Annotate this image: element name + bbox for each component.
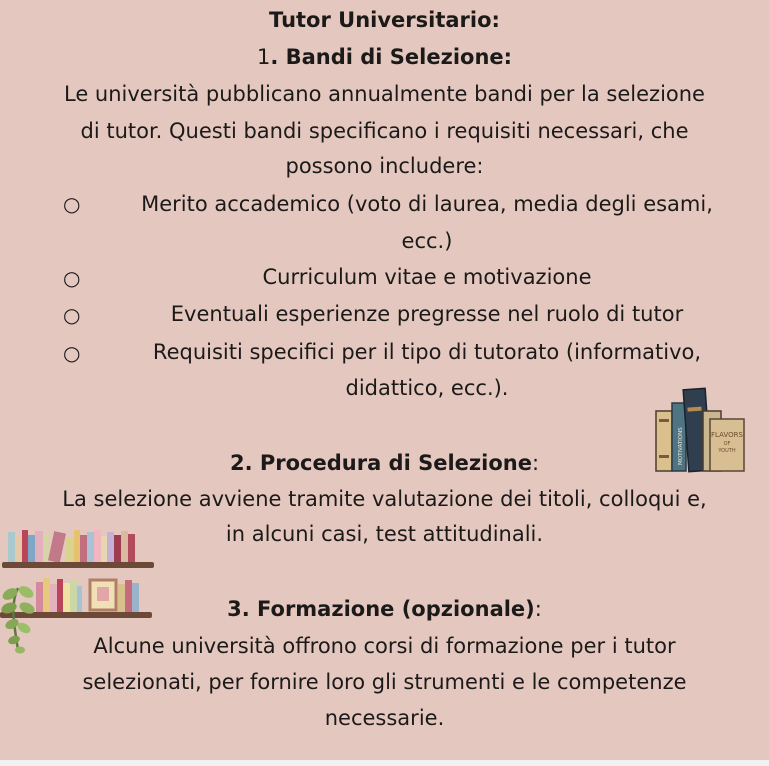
- book-stack-icon: [648, 385, 748, 477]
- list-item-line: Curriculum vitae e motivazione: [262, 265, 592, 289]
- bottom-edge: [0, 760, 769, 766]
- section-2-colon: :: [531, 451, 540, 475]
- bullet-icon: [63, 266, 80, 290]
- book-cover-word: YOUTH: [718, 448, 736, 454]
- bullet-icon: [63, 341, 80, 365]
- section-1-heading: [0, 44, 769, 70]
- bullet-icon: [63, 192, 80, 216]
- section-2-line: La selezione avviene tramite valutazione dei titoli, colloqui e,: [62, 487, 707, 511]
- section-3-line: necessarie.: [324, 706, 445, 730]
- document-title: Tutor Universitario:: [269, 8, 500, 32]
- list-item-line: didattico, ecc.).: [345, 376, 509, 400]
- bookshelf-icon: [2, 526, 154, 570]
- section-1-intro-line: possono includere:: [285, 154, 484, 178]
- section-1-heading-text: . Bandi di Selezione:: [270, 45, 513, 69]
- list-item-line: ecc.): [401, 229, 453, 253]
- section-1-number: 1: [256, 45, 271, 69]
- section-2-heading-text: 2. Procedura di Selezione: [229, 451, 532, 475]
- section-3-colon: :: [534, 597, 542, 621]
- section-1-intro-line: Le università pubblicano annualmente bandi per la selezione: [64, 82, 705, 106]
- section-1-intro-line: di tutor. Questi bandi specificano i requisiti necessari, che: [80, 119, 689, 143]
- bullet-icon: [63, 303, 80, 327]
- section-3-line: selezionati, per fornire loro gli strumenti e le competenze: [82, 670, 687, 694]
- section-3-line: Alcune università offrono corsi di formazione per i tutor: [93, 634, 676, 658]
- list-item-line: Eventuali esperienze pregresse nel ruolo di tutor: [170, 302, 684, 326]
- section-3-heading-text: 3. Formazione (opzionale): [227, 597, 535, 621]
- list-item-line: Merito accademico (voto di laurea, media degli esami,: [141, 192, 713, 216]
- bookshelf-plant-icon: [0, 574, 152, 656]
- book-cover-word: FLAVORS: [711, 431, 743, 439]
- section-2-line: in alcuni casi, test attitudinali.: [225, 522, 544, 546]
- book-spine-title: MOTIVATIONS: [678, 427, 684, 465]
- list-item-line: Requisiti specifici per il tipo di tutorato (informativo,: [152, 340, 702, 364]
- book-cover-word: OF: [723, 441, 731, 447]
